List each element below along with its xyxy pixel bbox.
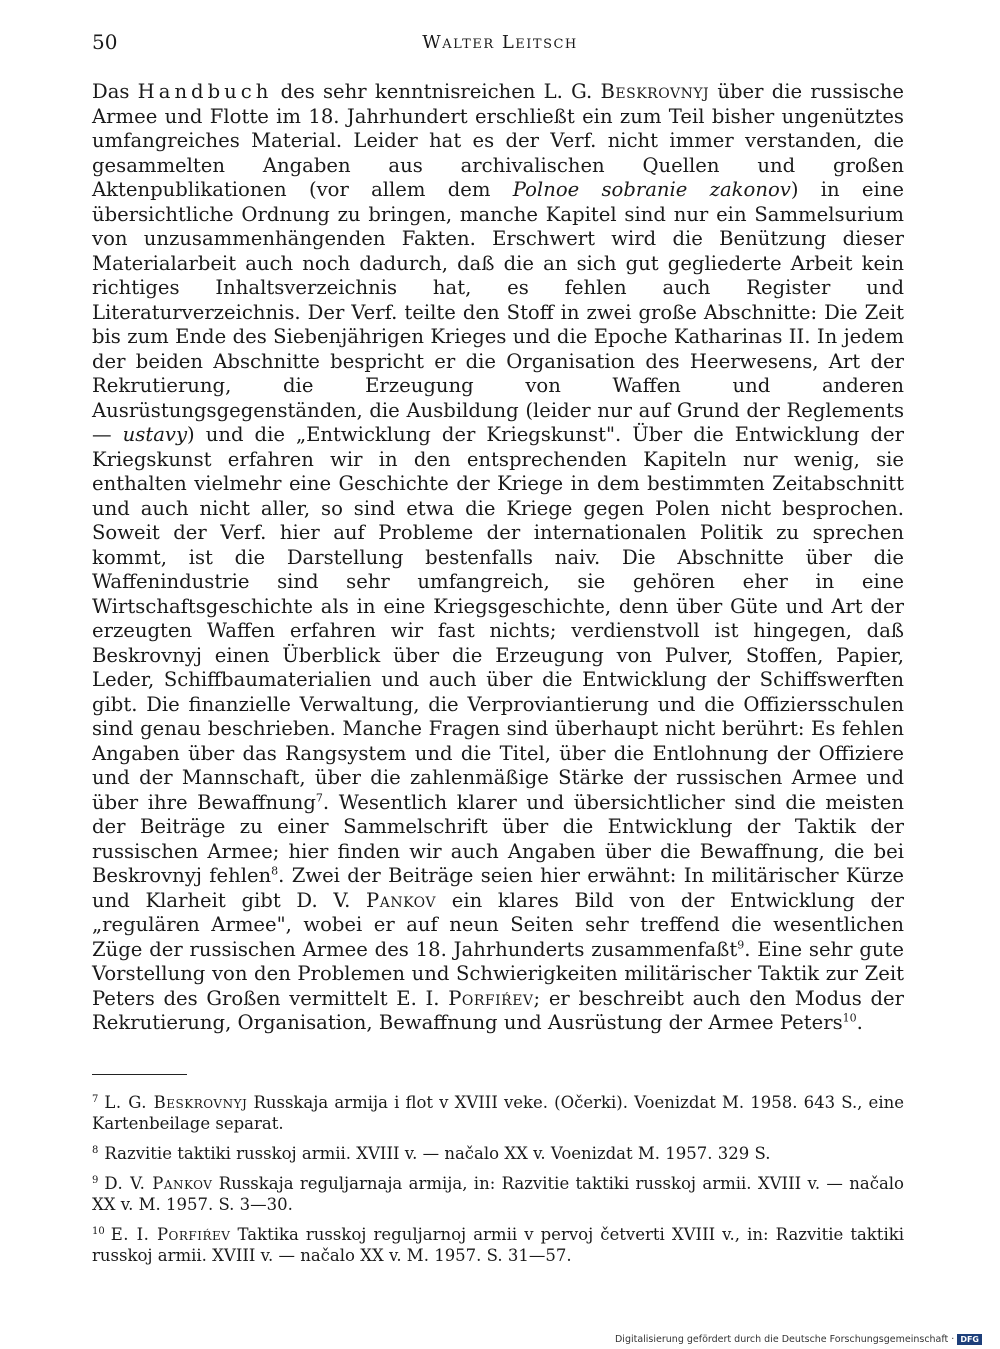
footnote: $^9$ D. V. Pankov Russkaja reguljarnaja armija, in: Razvitie taktiki russkoj armii. XVIII v. — načalo XX v. M. 1957. S. 3—30. <box>92 1174 904 1214</box>
footnote-ref-9: 9 <box>737 937 745 951</box>
footnote: $^8$ Razvitie taktiki russkoj armii. XVIII v. — načalo XX v. Voenizdat M. 1957. 329 S. <box>92 1144 771 1163</box>
footnote: $^7$ L. G. Beskrovnyj Russkaja armija i flot v XVIII veke. (Očerki). Voenizdat M. 1958. 643 S., eine Kartenbeilage separat. <box>92 1093 904 1133</box>
credit-text: Digitalisierung gefördert durch die Deutsche Forschungsgemeinschaft · <box>614 1334 955 1345</box>
footnote: $^{10}$ E. I. Porfiŕev Taktika russkoj reguljarnoj armii v pervoj četverti XVIII v., in: Razvitie taktiki russkoj armii. XVIII v. — načalo XX v. M. 1957. S. 31—57. <box>92 1225 904 1265</box>
page-number: 50 <box>92 30 118 54</box>
dfg-logo: DFG <box>957 1334 982 1345</box>
footnote-ref-10: 10 <box>842 1011 857 1025</box>
digitization-credit <box>615 1334 982 1345</box>
footnote-divider <box>92 1074 187 1075</box>
footnote-ref-7: 7 <box>315 790 323 804</box>
running-head: Walter Leitsch <box>422 32 578 53</box>
main-paragraph: Das Handbuch des sehr kenntnisreichen L. G. Beskrovnyj über die russische Armee und Flotte im 18. Jahrhundert erschließt ein zum Teil bisher ungenütztes umfangreiches Material. Leider hat es der Verf. nicht immer verstanden, die gesammelten Angaben aus archivalischen Quellen und großen Aktenpublikationen (vor allem dem Polnoe sobranie zakonov) in eine übersichtliche Ordnung zu bringen, manche Kapitel sind nur ein Sammelsurium von unzusammenhängenden Fakten. Erschwert wird die Benützung dieser Materialarbeit auch noch dadurch, daß die an sich gut gegliederte Arbeit kein richtiges Inhaltsverzeichnis hat, es fehlen auch Register und Literaturverzeichnis. Der Verf. teilte den Stoff in zwei große Abschnitte: Die Zeit bis zum Ende des Siebenjährigen Krieges und die Epoche Katharinas II. In jedem der beiden Abschnitte bespricht er die Organisation des Heerwesens, Art der Rekrutierung, die Erzeugung von Waffen und anderen Ausrüstungsgegenständen, die Ausbildung (leider nur auf Grund der Reglements — ustavy) und die „Entwicklung der Kriegskunst". Über die Entwicklung der Kriegskunst erfahren wir in den entsprechenden Kapiteln nur wenig, sie enthalten vielmehr eine Geschichte der Kriege in dem bestimmten Zeitabschnitt und auch nicht aller, so sind etwa die Kriege gegen Polen nicht besprochen. Soweit der Verf. hier auf Probleme der internationalen Politik zu sprechen kommt, ist die Darstellung bestenfalls naiv. Die Abschnitte über die Waffenindustrie sind sehr umfangreich, sie gehören eher in eine Wirtschaftsgeschichte als in eine Kriegsgeschichte, denn über Güte und Art der erzeugten Waffen erfahren wir fast nichts; verdienstvoll ist hingegen, daß Beskrovnyj einen Überblick über die Erzeugung von Pulver, Stoffen, Papier, Leder, Schiffbaumaterialien und auch über die Entwicklung der Schiffswerften gibt. Die finanzielle Verwaltung, die Verproviantierung und die Offiziersschulen sind genau beschrieben. Manche Fragen sind überhaupt nicht berührt: Es fehlen Angaben über das Rangsystem und die Titel, über die Entlohnung der Offiziere und der Mannschaft, über die zahlenmäßige Stärke der russischen Armee und über ihre Bewaffnung$^7$. Wesentlich klarer und übersichtlicher sind die meisten der Beiträge zu einer Sammelschrift über die Entwicklung der Taktik der russischen Armee; hier finden wir auch Angaben über die Bewaffnung, die bei Beskrovnyj fehlen$^8$. Zwei der Beiträge seien hier erwähnt: In militärischer Kürze und Klarheit gibt D. V. Pankov ein klares Bild von der Entwicklung der „regulären Armee", wobei er auf neun Seiten sehr treffend die wesentlichen Züge der russischen Armee des 18. Jahrhunderts zusammenfaßt$^9$. Eine sehr gute Vorstellung von den Problemen und Schwierigkeiten militärischer Taktik zur Zeit Peters des Großen vermittelt E. I. Porfiŕev; er beschreibt auch den Modus der Rekrutierung, Organisation, Bewaffnung und Ausrüstung der Armee Peters$^{10}$. <box>92 80 904 1034</box>
body-text <box>92 80 904 1036</box>
footnotes <box>92 1092 904 1275</box>
footnote-ref-8: 8 <box>271 864 279 878</box>
